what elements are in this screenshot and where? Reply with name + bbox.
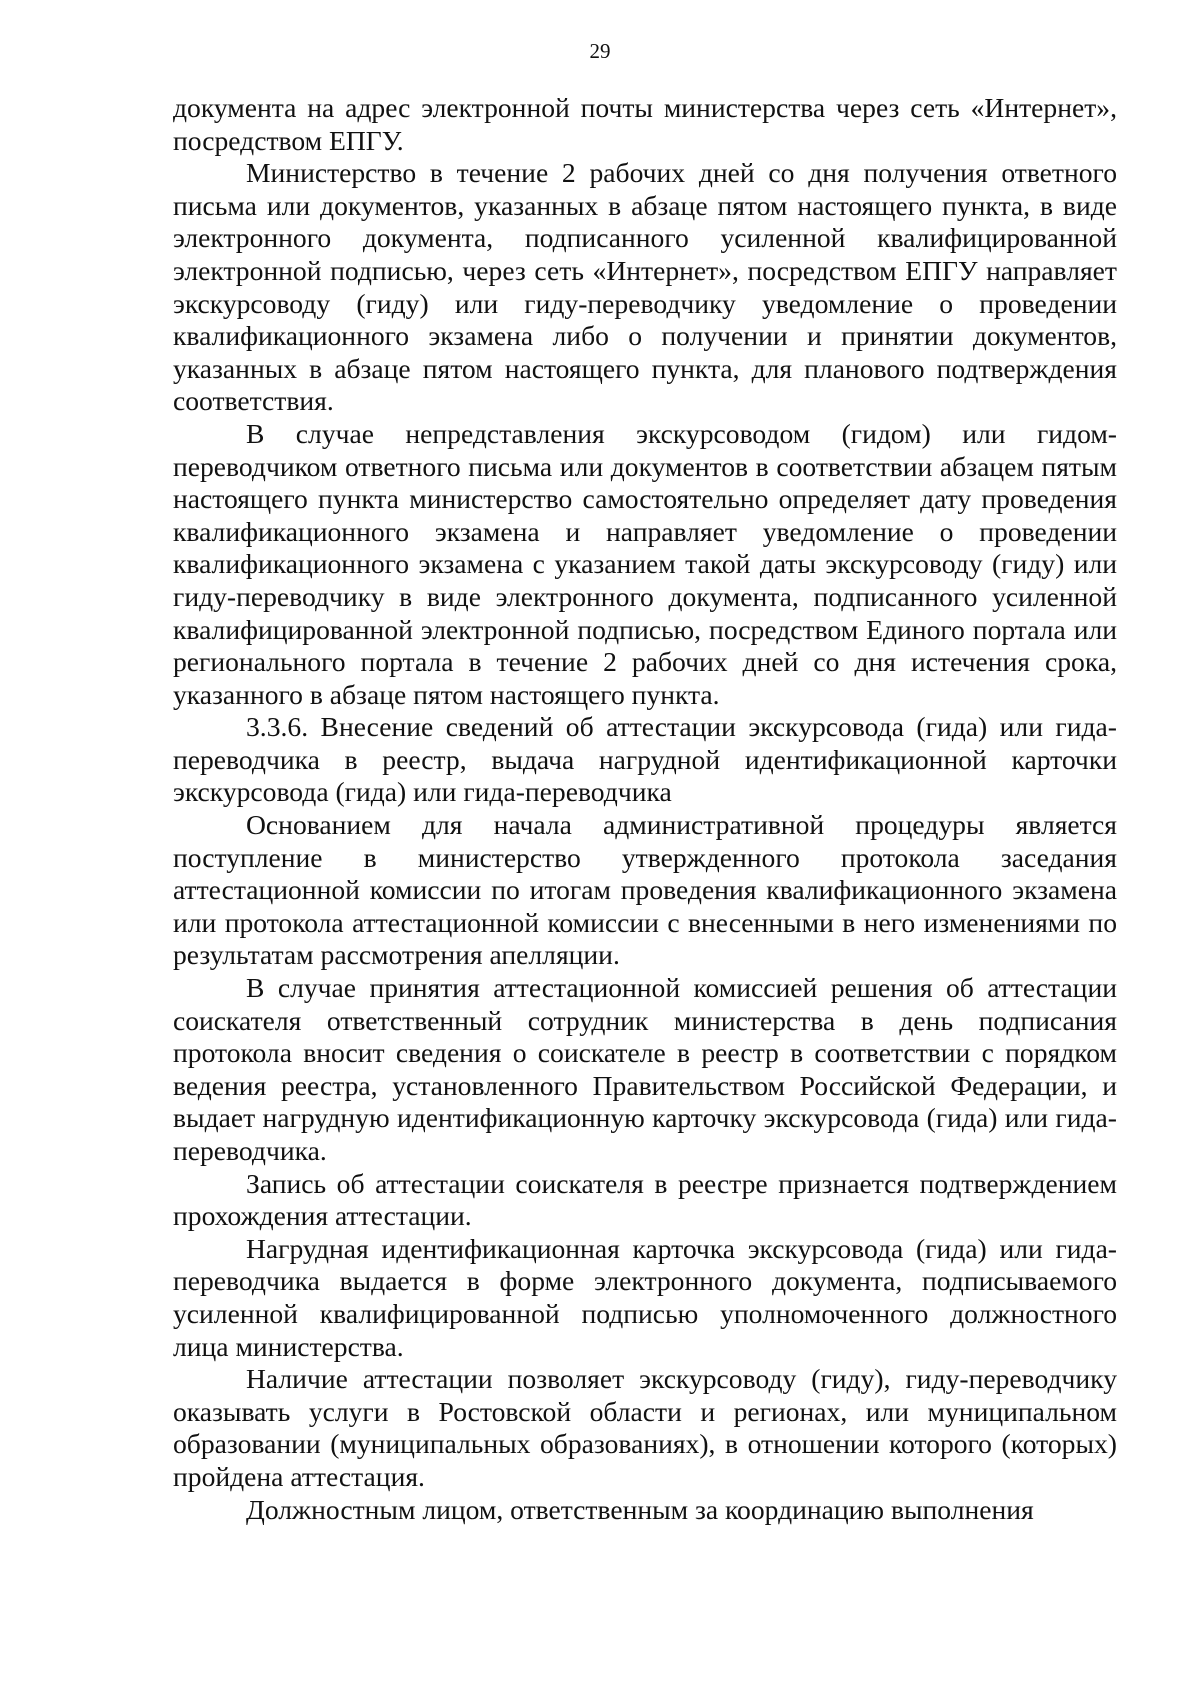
- paragraph-responsible-official: Должностным лицом, ответственным за координацию выполнения: [246, 1493, 1034, 1525]
- page-number: 29: [589, 39, 611, 63]
- document-body: [173, 92, 1117, 1526]
- paragraph-attestation-scope: Наличие аттестации позволяет экскурсоводу (гиду), гиду-переводчику оказывать услуги в Ростовской области и регионах, или муниципальном образовании (муниципальных образованиях), в отношении которого (которых) пройдена аттестация.: [173, 1363, 1117, 1492]
- paragraph-id-card: Нагрудная идентификационная карточка экскурсовода (гида) или гида-переводчика выдается в форме электронного документа, подписываемого усиленной квалифицированной подписью уполномоченного должностного лица министерства.: [173, 1232, 1117, 1362]
- paragraph-registry-entry: В случае принятия аттестационной комиссией решения об аттестации соискателя ответственный сотрудник министерства в день подписания протокола вносит сведения о соискателе в реестр в соответствии с порядком ведения реестра, установленного Правительством Российской Федерации, и выдает нагрудную идентификационную карточку экскурсовода (гида) или гида-переводчика.: [173, 972, 1117, 1166]
- paragraph-procedure-basis: Основанием для начала административной процедуры является поступление в министерство утвержденного протокола заседания аттестационной комиссии по итогам проведения квалификационного экзамена или протокола аттестационной комиссии с внесенными в него изменениями по результатам рассмотрения апелляции.: [173, 809, 1117, 971]
- paragraph-non-submission: В случае непредставления экскурсоводом (гидом) или гидом-переводчиком ответного письма или документов в соответствии абзацем пятым настоящего пункта министерство самостоятельно определяет дату проведения квалификационного экзамена и направляет уведомление о проведении квалификационного экзамена с указанием такой даты экскурсоводу (гиду) или гиду-переводчику в виде электронного документа, подписанного усиленной квалифицированной электронной подписью, посредством Единого портала или регионального портала в течение 2 рабочих дней со дня истечения срока, указанного в абзаце пятом настоящего пункта.: [173, 417, 1117, 710]
- paragraph-notification-deadline: Министерство в течение 2 рабочих дней со дня получения ответного письма или документов, указанных в абзаце пятом настоящего пункта, в виде электронного документа, подписанного усиленной квалифицированной электронной подписью, через сеть «Интернет», посредством ЕПГУ направляет экскурсоводу (гиду) или гиду-переводчику уведомление о проведении квалификационного экзамена либо о получении и принятии документов, указанных в абзаце пятом настоящего пункта, для планового подтверждения соответствия.: [173, 157, 1117, 417]
- paragraph-registry-record: Запись об аттестации соискателя в реестре признается подтверждением прохождения аттестации.: [173, 1167, 1117, 1232]
- paragraph-continuation: документа на адрес электронной почты министерства через сеть «Интернет», посредством ЕПГУ.: [173, 92, 1117, 156]
- section-heading-3-3-6: 3.3.6. Внесение сведений об аттестации экскурсовода (гида) или гида-переводчика в реестр, выдача нагрудной идентификационной карточки экскурсовода (гида) или гида-переводчика: [173, 711, 1117, 808]
